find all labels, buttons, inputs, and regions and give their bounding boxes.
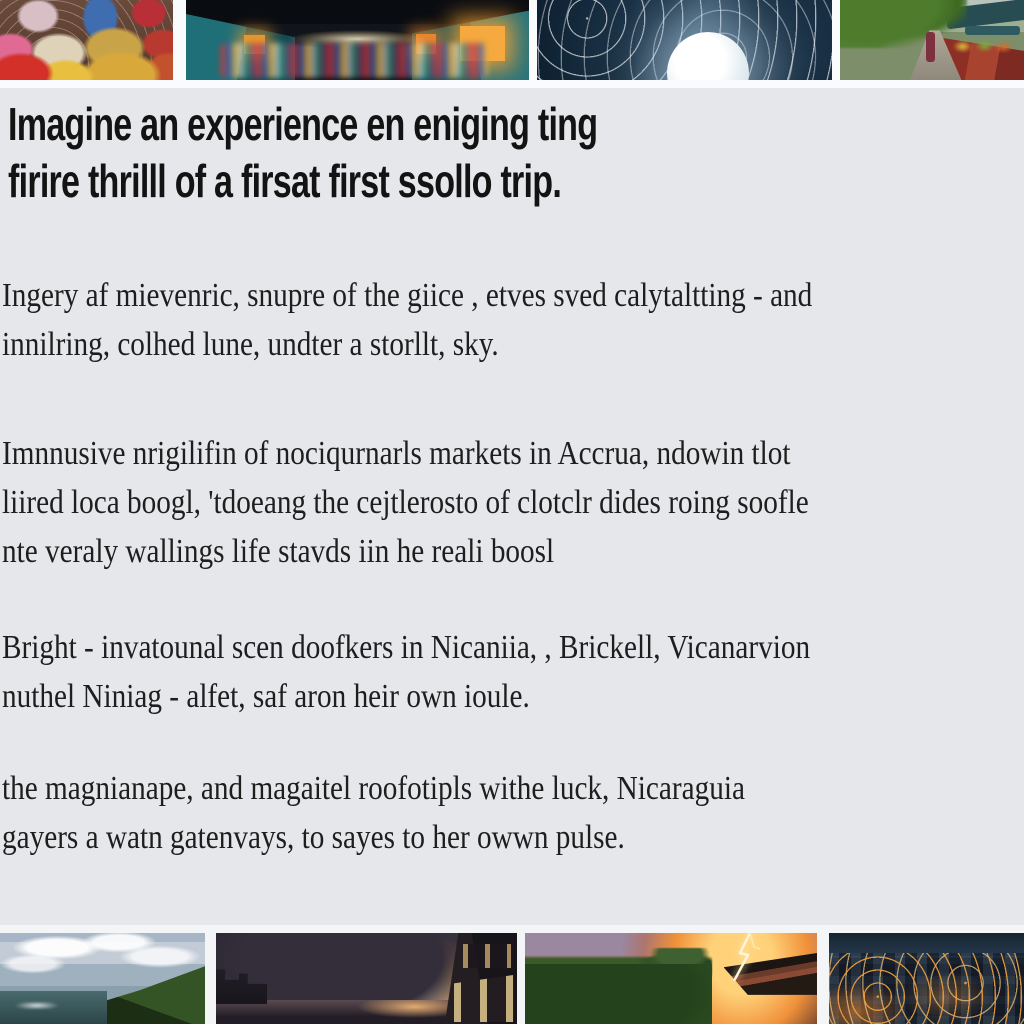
moonlit-night-sky-photo <box>537 0 832 80</box>
jungle-canopy <box>525 964 712 1024</box>
surf-foam <box>12 1002 74 1009</box>
full-moon <box>667 32 749 80</box>
night-sky <box>829 933 1024 953</box>
jungle-lightning-photo <box>525 933 817 1024</box>
town-silhouette <box>216 969 267 1004</box>
paragraph-3 <box>2 623 810 721</box>
paragraph-4 <box>2 764 745 862</box>
lightning-bolt-icon <box>724 933 764 981</box>
night-street-market-photo <box>186 0 529 80</box>
night-city-photo <box>829 933 1024 1024</box>
paragraph-line: Imnnusive nrigilifin of nociqurnarls markets in Accrua, ndowin tlot <box>2 435 791 472</box>
tropical-market-photo <box>840 0 1024 80</box>
headline-line-1: Imagine an experience en eniging ting <box>8 98 598 150</box>
paragraph-2 <box>2 429 809 576</box>
paragraph-line: Bright - invatounal scen doofkers in Nicaniia, , Brickell, Vicanarvion <box>2 629 811 666</box>
paragraph-line: gayers a watn gatenvays, to sayes to her owwn pulse. <box>2 819 625 856</box>
paragraph-line: liired loca boogl, 'tdoeang the cejtlerosto of clotclr dides roing soofle <box>2 484 809 521</box>
market-crowd <box>220 43 488 78</box>
building-arches <box>463 944 511 968</box>
paragraph-1 <box>2 271 812 369</box>
page-title <box>8 96 597 210</box>
paragraph-line: innilring, colhed lune, undter a storllt, sky. <box>2 326 499 363</box>
top-photo-strip <box>0 0 1024 88</box>
bottom-photo-strip <box>0 925 1024 1024</box>
forested-coastline-photo <box>0 933 205 1024</box>
paragraph-line: nte veraly wallings life stavds iin he reali boosl <box>2 533 555 570</box>
person-figure <box>926 32 935 62</box>
market-produce-photo <box>0 0 173 80</box>
stall-produce <box>950 40 1013 53</box>
paragraph-line: the magnianape, and magaitel roofotipls withe luck, Nicaraguia <box>2 770 745 807</box>
headline-line-2: firire thrilll of a firsat first ssollo trip. <box>8 155 562 207</box>
paragraph-line: Ingery af mievenric, snupre of the giice , etves sved calytaltting - and <box>2 277 813 314</box>
storm-sunset-photo <box>216 933 517 1024</box>
paragraph-line: nuthel Niniag - alfet, saf aron heir own ioule. <box>2 678 530 715</box>
market-canopy <box>965 26 1020 36</box>
